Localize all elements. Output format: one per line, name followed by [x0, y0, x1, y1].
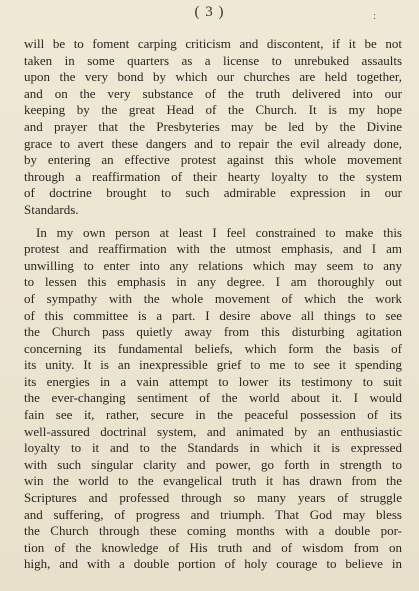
text-line: loyalty to it and to the Standards in which it is expressed — [24, 440, 402, 456]
text-line: tion of the knowledge of His truth and of wisdom from on — [24, 539, 402, 555]
text-line: its energies in a vain attempt to lower its testimony to suit — [24, 373, 402, 389]
text-line: Standards. — [24, 201, 79, 217]
text-line: the ever-changing sentiment of the world about it. I would — [24, 390, 402, 406]
text-line: unwilling to enter into any relations which may seem to any — [24, 257, 402, 273]
paragraph-1 — [24, 36, 402, 219]
text-line: and prayer that the Presbyteries may be led by the Divine — [24, 118, 402, 134]
paragraph-2 — [24, 225, 402, 573]
margin-mark: : — [373, 10, 377, 22]
text-line: win the world to the evangelical truth it has drawn from the — [24, 473, 402, 489]
text-line: the Church through these coming months with a double por- — [24, 523, 402, 539]
text-line: Scriptures and professed through so many years of struggle — [24, 490, 402, 506]
text-line: the Church pass quietly away from this disturbing agitation — [24, 324, 402, 340]
text-line: of sympathy with the whole movement of which the work — [24, 290, 402, 306]
text-line: its unity. It is an inexpressible grief to me to see it spending — [24, 357, 402, 373]
text-line: and on the very substance of the truth delivered into our — [24, 85, 402, 101]
text-line: well-assured doctrinal system, and animated by an enthusiastic — [24, 423, 402, 439]
page-number: ( 3 ) — [194, 4, 225, 20]
text-line: fain see it, rather, secure in the peaceful possession of its — [24, 407, 402, 423]
text-line: upon the very bond by which our churches are held together, — [24, 69, 402, 85]
text-line: of doctrine brought to such admirable expression in our — [24, 185, 402, 201]
text-line: taken in some quarters as a license to unrebuked assaults — [24, 52, 402, 68]
text-line: will be to foment carping criticism and discontent, if it be not — [24, 36, 402, 51]
text-line: through a reaffirmation of their hearty loyalty to the system — [24, 168, 402, 184]
text-line: with such singular clarity and power, go forth in strength to — [24, 456, 402, 472]
text-line: high, and with a double portion of holy courage to believe in — [24, 556, 402, 572]
text-line: to lessen this emphasis in any degree. I am thoroughly out — [24, 274, 402, 290]
body-text — [24, 36, 402, 573]
text-line: by entering an effective protest against this whole movement — [24, 152, 402, 168]
text-line: keeping by the great Head of the Church. It is my hope — [24, 102, 402, 118]
text-line: and suffering, of progress and triumph. That God may bless — [24, 506, 402, 522]
text-line: grace to avert these dangers and to repair the evil already done, — [24, 135, 402, 151]
text-line: protest and reaffirmation with the utmost emphasis, and I am — [24, 241, 402, 257]
text-line: concerning its fundamental beliefs, which form the basis of — [24, 340, 402, 356]
text-line: In my own person at least I feel constrained to make this — [36, 224, 402, 240]
text-line: of this committee is a part. I desire above all things to see — [24, 307, 402, 323]
